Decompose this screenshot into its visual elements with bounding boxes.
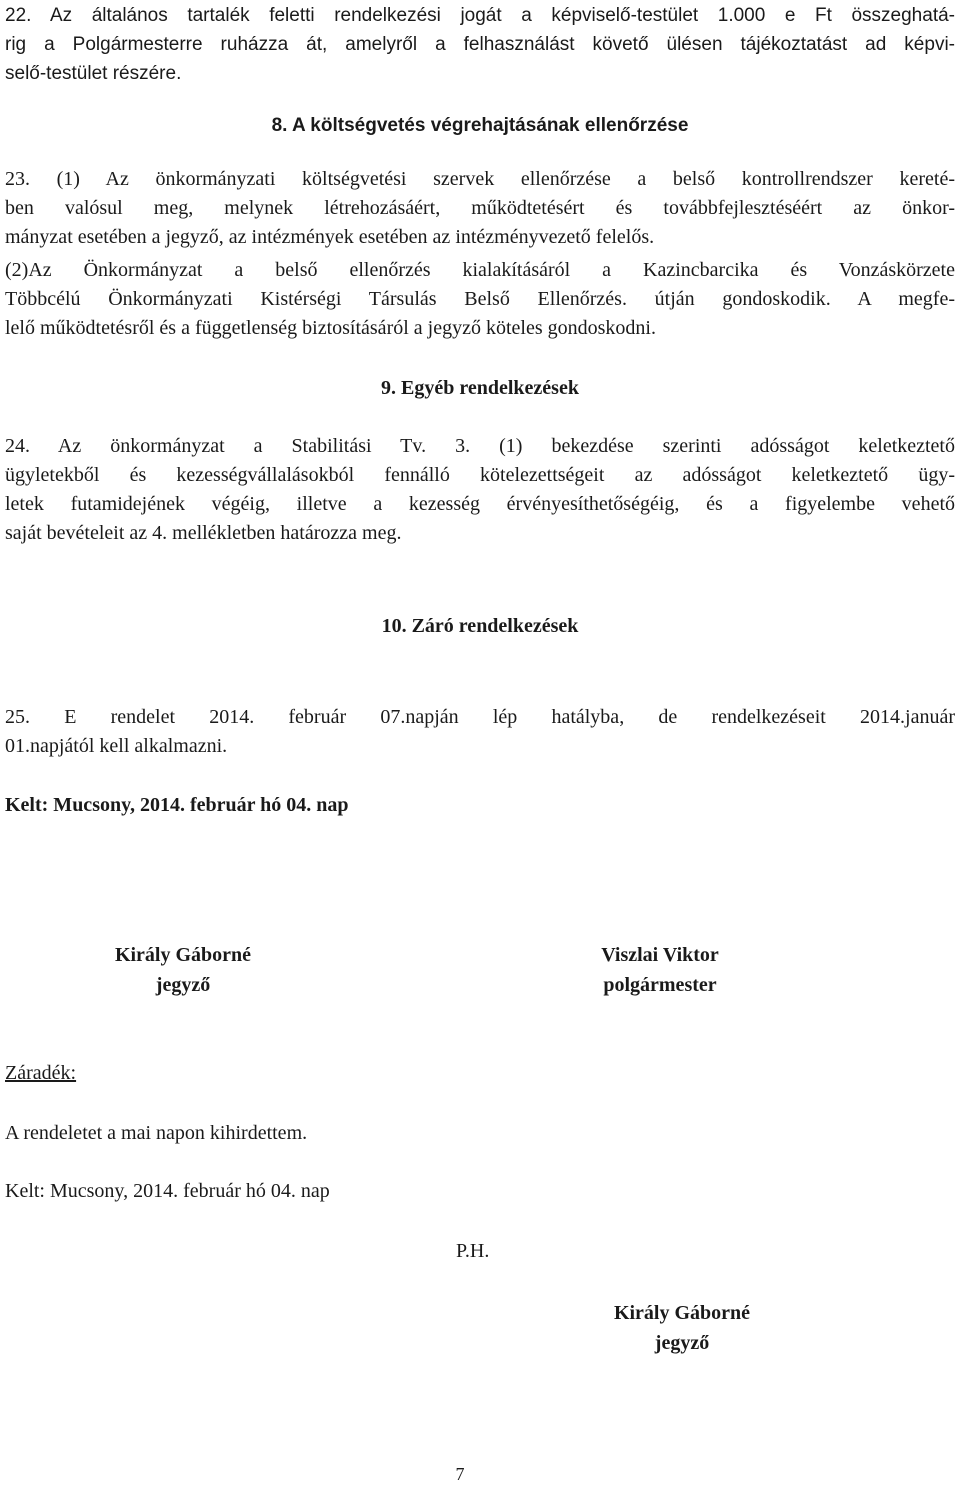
signature-name: Viszlai Viktor (601, 944, 719, 966)
section-heading-10: 10. Záró rendelkezések (381, 615, 579, 637)
paragraph-line: (2)Az Önkormányzat a belső ellenőrzés kialakításáról a Kazincbarcika és Vonzáskörzete (5, 259, 955, 281)
signature-title: polgármester (603, 974, 717, 996)
signature-title: jegyző (654, 1332, 710, 1354)
paragraph-line: 24. Az önkormányzat a Stabilitási Tv. 3. (1) bekezdése szerinti adósságot keletkeztető (5, 435, 955, 457)
stamp-placeholder: P.H. (456, 1240, 490, 1262)
paragraph-line: mányzat esetében a jegyző, az intézmények esetében az intézményvezető felelős. (5, 226, 655, 248)
paragraph-line: 01.napjától kell alkalmazni. (5, 735, 228, 757)
clause-label: Záradék: (5, 1062, 77, 1084)
paragraph-23 (5, 165, 955, 252)
paragraph-25 (5, 703, 955, 761)
date-place-bold: Kelt: Mucsony, 2014. február hó 04. nap (5, 794, 349, 816)
paragraph-line: letek futamidejének végéig, illetve a kezesség érvényesíthetőségéig, és a figyelembe vehető (5, 493, 955, 515)
signature-name: Király Gáborné (114, 944, 252, 966)
paragraph-line: ügyletekből és kezességvállalásokból fennálló kötelezettségeit az adósságot keletkeztető ügy- (5, 464, 955, 486)
paragraph-24 (5, 432, 955, 548)
signature-name: Király Gáborné (613, 1302, 751, 1324)
paragraph-22 (5, 1, 955, 88)
signature-block-mayor (560, 940, 760, 1000)
signature-block-bottom (582, 1298, 782, 1358)
paragraph-23-2 (5, 256, 955, 343)
announcement-text: A rendeletet a mai napon kihirdettem. (5, 1122, 308, 1144)
paragraph-line: ben valósul meg, melynek létrehozásáért, működtetésért és továbbfejlesztéséért az önkor- (5, 197, 955, 219)
paragraph-line: Többcélú Önkormányzati Kistérségi Társulás Belső Ellenőrzés. útján gondoskodik. A megfe- (5, 288, 955, 310)
section-heading-9: 9. Egyéb rendelkezések (381, 377, 579, 399)
paragraph-line: rig a Polgármesterre ruházza át, amelyről a felhasználást követő ülésen tájékoztatást ad képvi- (5, 34, 955, 55)
page-number: 7 (455, 1464, 465, 1484)
signature-block-notary (88, 940, 278, 1000)
signature-title: jegyző (155, 974, 211, 996)
paragraph-line: 22. Az általános tartalék feletti rendelkezési jogát a képviselő-testület 1.000 e Ft összeghatá- (5, 5, 955, 26)
paragraph-line: saját bevételeit az 4. mellékletben határozza meg. (5, 522, 402, 544)
paragraph-line: 25. E rendelet 2014. február 07.napján lép hatályba, de rendelkezéseit 2014.január (5, 706, 955, 728)
paragraph-line: selő-testület részére. (5, 63, 182, 84)
paragraph-line: 23. (1) Az önkormányzati költségvetési szervek ellenőrzése a belső kontrollrendszer kereté- (5, 168, 955, 190)
date-place: Kelt: Mucsony, 2014. február hó 04. nap (5, 1180, 330, 1202)
section-heading-8: 8. A költségvetés végrehajtásának ellenőrzése (271, 115, 689, 136)
paragraph-line: lelő működtetésről és a függetlenség biztosításáról a jegyző köteles gondoskodni. (5, 317, 656, 339)
